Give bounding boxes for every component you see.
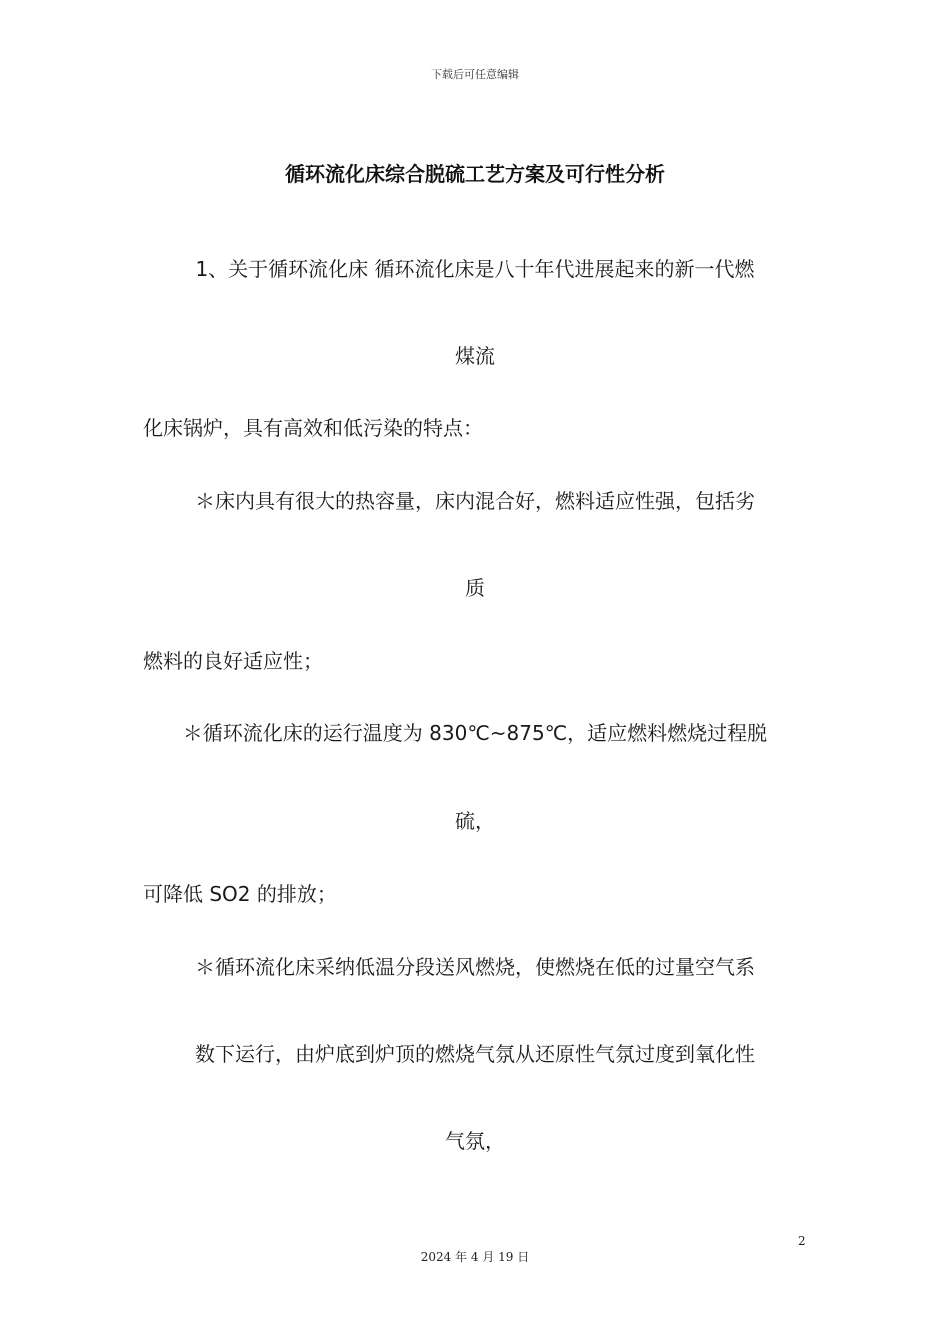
body-line-11: 数下运行，由炉底到炉顶的燃烧气氛从还原性气氛过度到氧化性 (195, 1042, 755, 1066)
body-line-12: 气氛， (445, 1129, 505, 1153)
footer-date: 2024 年 4 月 19 日 (420, 1250, 530, 1264)
body-line-1: 1、关于循环流化床 循环流化床是八十年代进展起来的新一代燃 (195, 257, 755, 281)
body-line-6: 燃料的良好适应性； (143, 649, 323, 673)
document-title: 循环流化床综合脱硫工艺方案及可行性分析 (285, 162, 665, 186)
body-line-2: 煤流 (455, 344, 495, 368)
body-line-5: 质 (465, 576, 485, 600)
body-line-3: 化床锅炉，具有高效和低污染的特点： (143, 416, 483, 440)
body-line-9: 可降低 SO2 的排放； (143, 882, 337, 906)
body-line-4: ＊床内具有很大的热容量，床内混合好，燃料适应性强，包括劣 (195, 489, 755, 513)
page-number: 2 (798, 1234, 806, 1248)
body-line-8: 硫， (455, 809, 495, 833)
body-line-10: ＊循环流化床采纳低温分段送风燃烧，使燃烧在低的过量空气系 (195, 955, 755, 979)
body-line-7: ＊循环流化床的运行温度为 830℃~875℃，适应燃料燃烧过程脱 (182, 721, 768, 745)
header-note: 下载后可任意编辑 (431, 68, 519, 81)
